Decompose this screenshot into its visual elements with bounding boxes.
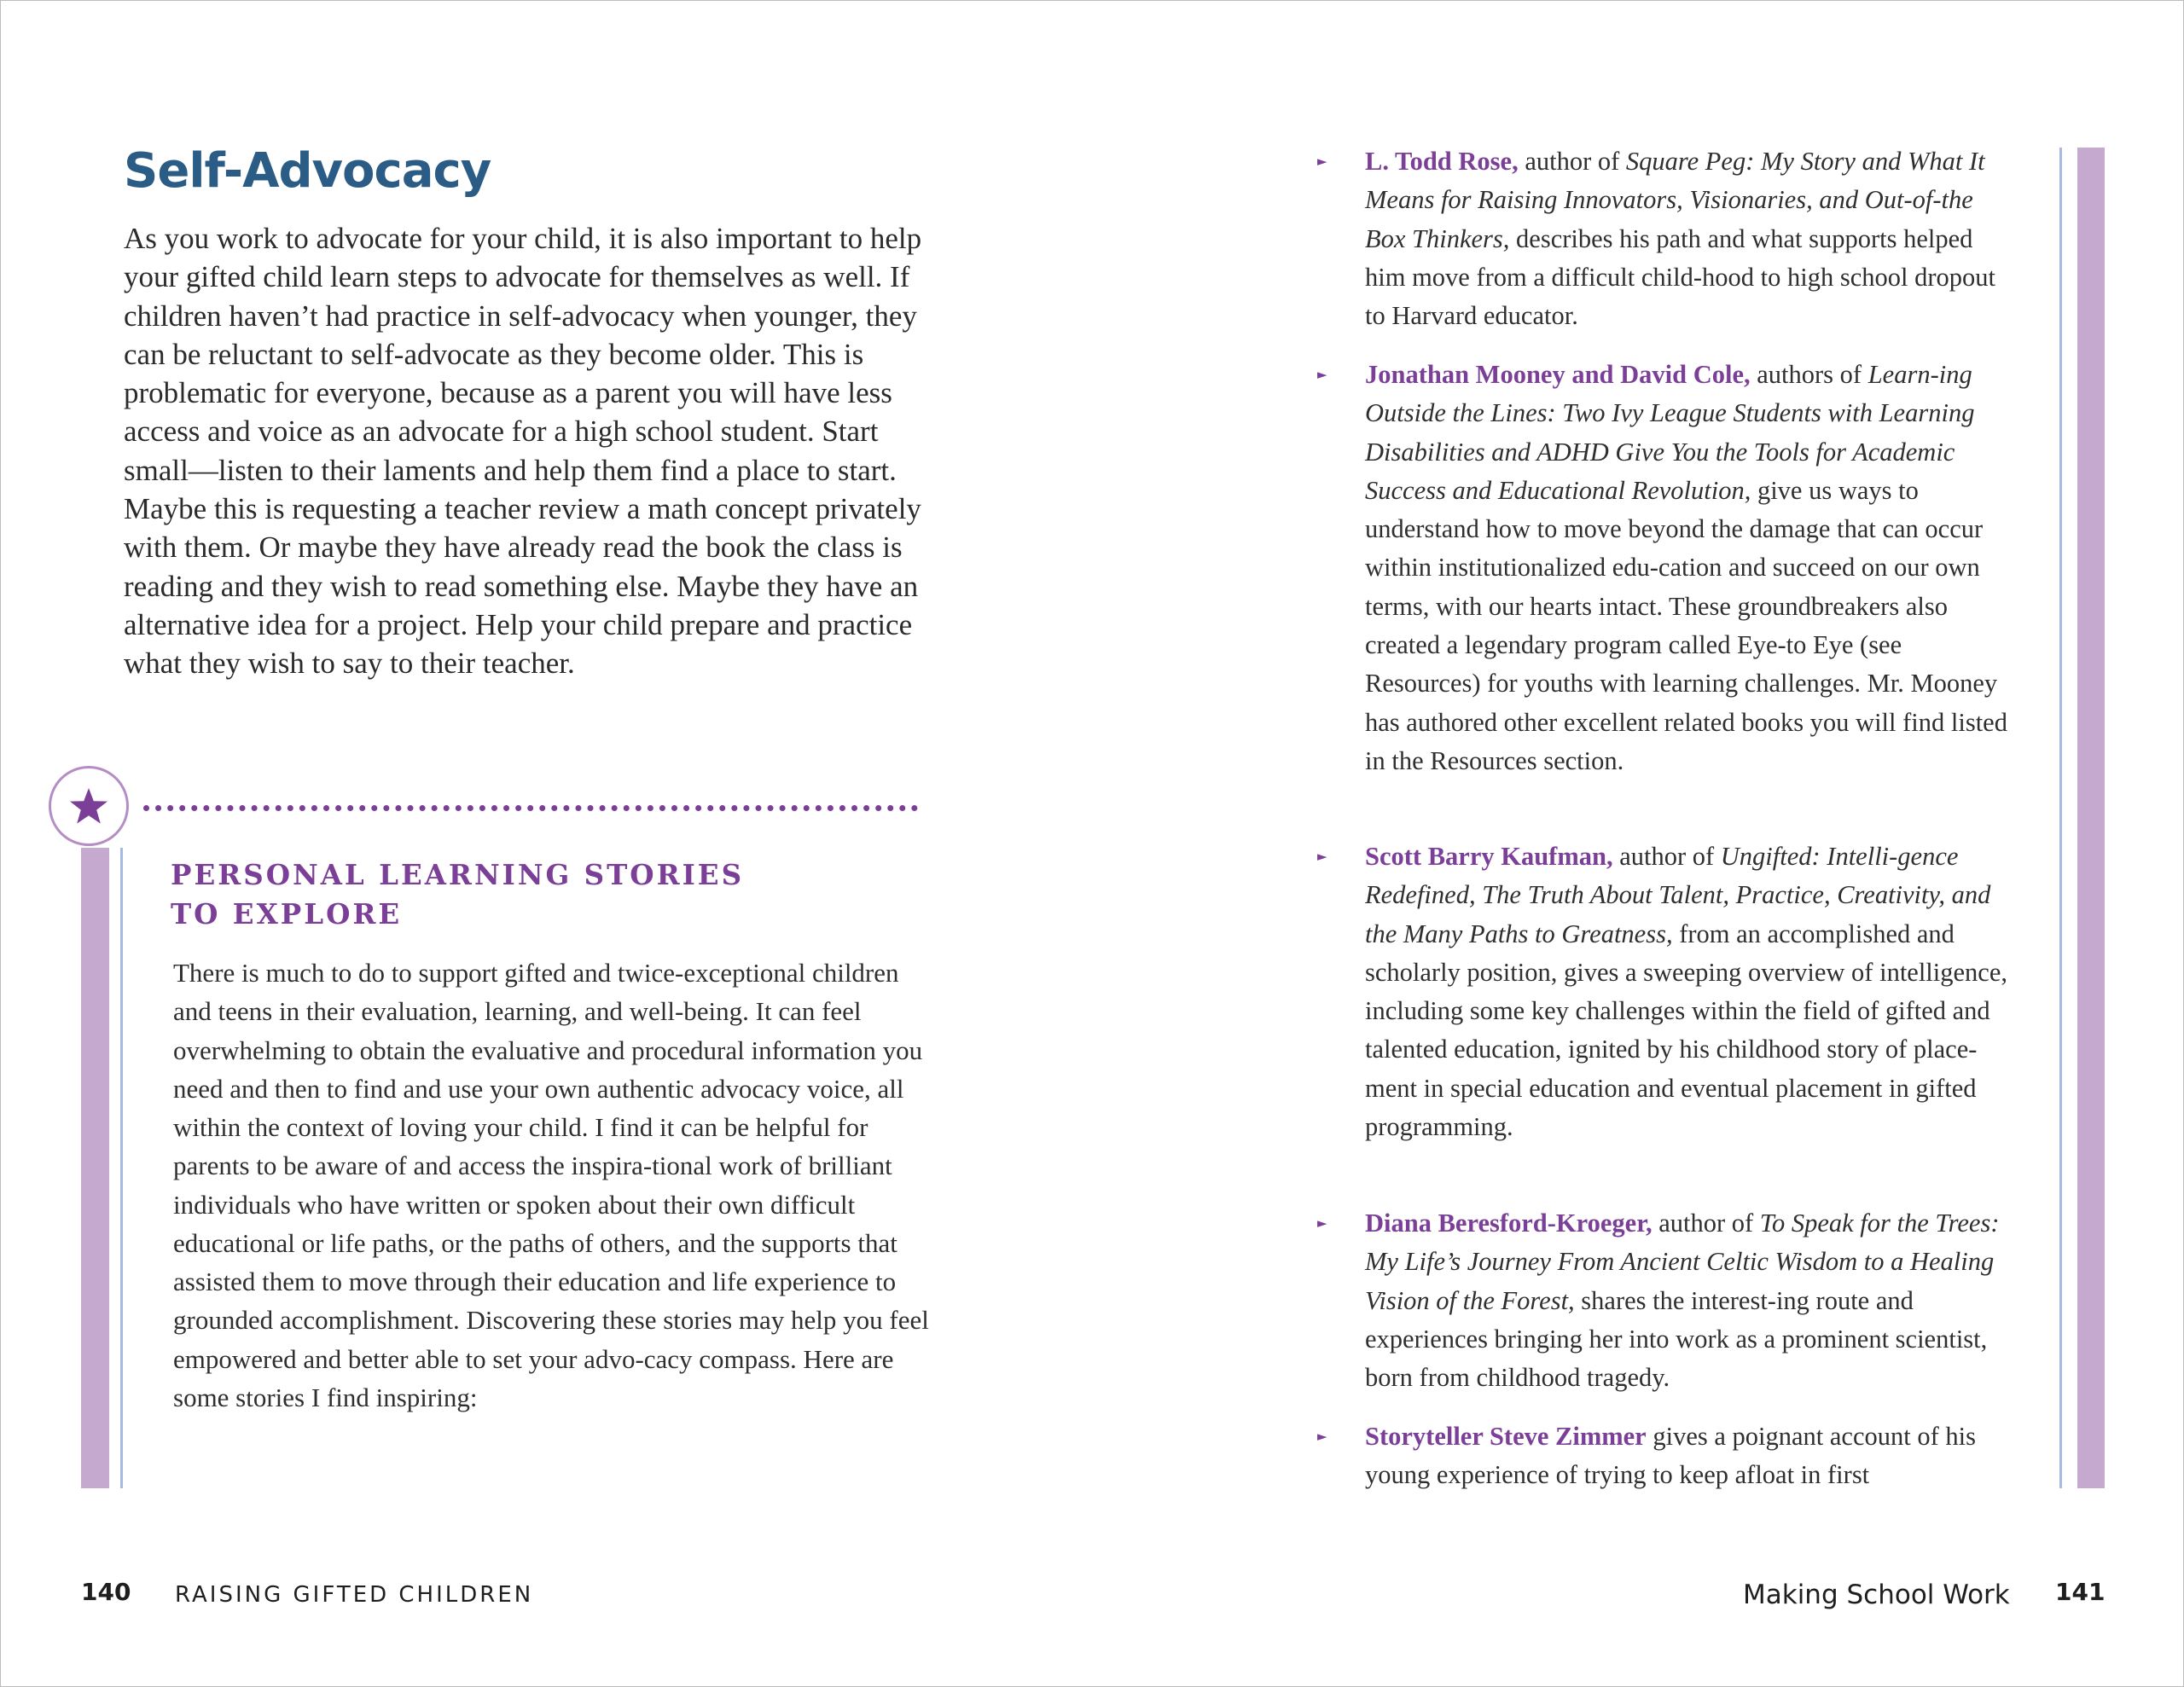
right-accent-line <box>2059 148 2062 1488</box>
story-book-title: Square Peg: My Story and What It Means for Raising Innovators, Visionaries, and Out-of-the Box Thinkers, <box>1365 147 1985 253</box>
story-connector: author of <box>1652 1209 1760 1238</box>
running-head-book-title: RAISING GIFTED CHILDREN <box>175 1582 534 1608</box>
story-description: gives a poignant account of his young experience of trying to keep afloat in first <box>1365 1422 1976 1490</box>
triangle-bullet-icon: ► <box>1317 1429 1327 1444</box>
story-text <box>1365 1417 2013 1495</box>
story-author: Jonathan Mooney and David Cole, <box>1365 360 1751 389</box>
star-icon <box>68 786 109 826</box>
sidebar-accent-bar <box>81 848 109 1488</box>
page-number-left: 140 <box>81 1578 131 1606</box>
section-heading: Self-Advocacy <box>124 143 491 199</box>
story-text <box>1365 838 2013 1146</box>
page-number-right: 141 <box>2055 1578 2106 1606</box>
running-head-chapter-title: Making School Work <box>1743 1580 2010 1610</box>
dotted-divider <box>143 805 918 811</box>
story-description: describes his path and what supports helped him move from a difficult child-hood to high school dropout to Harvard educator. <box>1365 223 1995 331</box>
story-book-title: Ungifted: Intelli-gence Redefined, The Truth About Talent, Practice, Creativity, and the Many Paths to Greatness, <box>1365 842 1991 948</box>
story-text <box>1365 1204 2013 1397</box>
triangle-bullet-icon: ► <box>1317 849 1327 864</box>
intro-paragraph: As you work to advocate for your child, it is also important to help your gifted child learn steps to advocate for themselves as well. If children haven’t had practice in self-advocacy when younger, they can be reluctant to self-advocate as they become older. This is problematic for everyone, because as a parent you will have less access and voice as an advocate for a high school student. Start small—listen to their laments and help them find a place to start. Maybe this is requesting a teacher review a math concept privately with them. Or maybe they have already read the book the class is reading and they wish to read something else. Maybe they have an alternative idea for a project. Help your child prepare and practice what they wish to say to their teacher. <box>124 222 922 681</box>
sidebar-title-line-1: PERSONAL LEARNING STORIES <box>171 858 745 891</box>
story-connector: author of <box>1612 842 1721 871</box>
story-description: give us ways to understand how to move beyond the damage that can occur within institutionalized edu-cation and succeed on our own terms, with our hearts intact. These groundbreakers also created a legendary program called Eye-to Eye (see Resources) for youths with learning challenges. Mr. Mooney has authored other excellent related books you will find listed in the Resources section. <box>1365 475 2007 775</box>
sidebar-accent-line <box>120 848 123 1488</box>
story-description: shares the interest-ing route and experiences bringing her into work as a prominent scientist, born from childhood tragedy. <box>1365 1285 1988 1393</box>
story-text <box>1365 356 2013 780</box>
triangle-bullet-icon: ► <box>1317 367 1327 382</box>
story-connector: authors of <box>1750 360 1868 389</box>
story-book-title: To Speak for the Trees: My Life’s Journey From Ancient Celtic Wisdom to a Healing Vision of the Forest, <box>1365 1209 2000 1315</box>
story-author: L. Todd Rose, <box>1365 147 1519 176</box>
story-author: Storyteller Steve Zimmer <box>1365 1422 1647 1451</box>
sidebar-body: There is much to do to support gifted and twice-exceptional children and teens in their evaluation, learning, and well-being. It can feel overwhelming to obtain the evaluative and procedural information you need and then to find and use your own authentic advocacy voice, all within the context of loving your child. I find it can be helpful for parents to be aware of and access the inspira-tional work of brilliant individuals who have written or spoken about their own difficult educational or life paths, or the paths of others, and the supports that assisted them to move through their education and life experience to grounded accomplishment. Discovering these stories may help you feel empowered and better able to set your advo-cacy compass. Here are some stories I find inspiring: <box>173 958 929 1412</box>
story-book-title: Learn-ing Outside the Lines: Two Ivy League Students with Learning Disabilities and ADHD Give You the Tools for Academic Success and Educational Revolution, <box>1365 360 1975 505</box>
right-accent-bar <box>2077 148 2105 1488</box>
story-text <box>1365 142 2013 335</box>
triangle-bullet-icon: ► <box>1317 1215 1327 1231</box>
story-author: Diana Beresford-Kroeger, <box>1365 1209 1653 1238</box>
story-description: from an accomplished and scholarly position, gives a sweeping overview of intelligence, including some key challenges within the field of gifted and talented education, ignited by his childhood story of place-ment in special education and eventual placement in gifted programming. <box>1365 919 2007 1142</box>
story-author: Scott Barry Kaufman, <box>1365 842 1613 871</box>
story-connector: author of <box>1518 147 1626 176</box>
sidebar-title-line-2: TO EXPLORE <box>171 897 403 930</box>
sidebar-badge <box>49 766 129 846</box>
triangle-bullet-icon: ► <box>1317 154 1327 169</box>
sidebar-title <box>171 855 744 934</box>
